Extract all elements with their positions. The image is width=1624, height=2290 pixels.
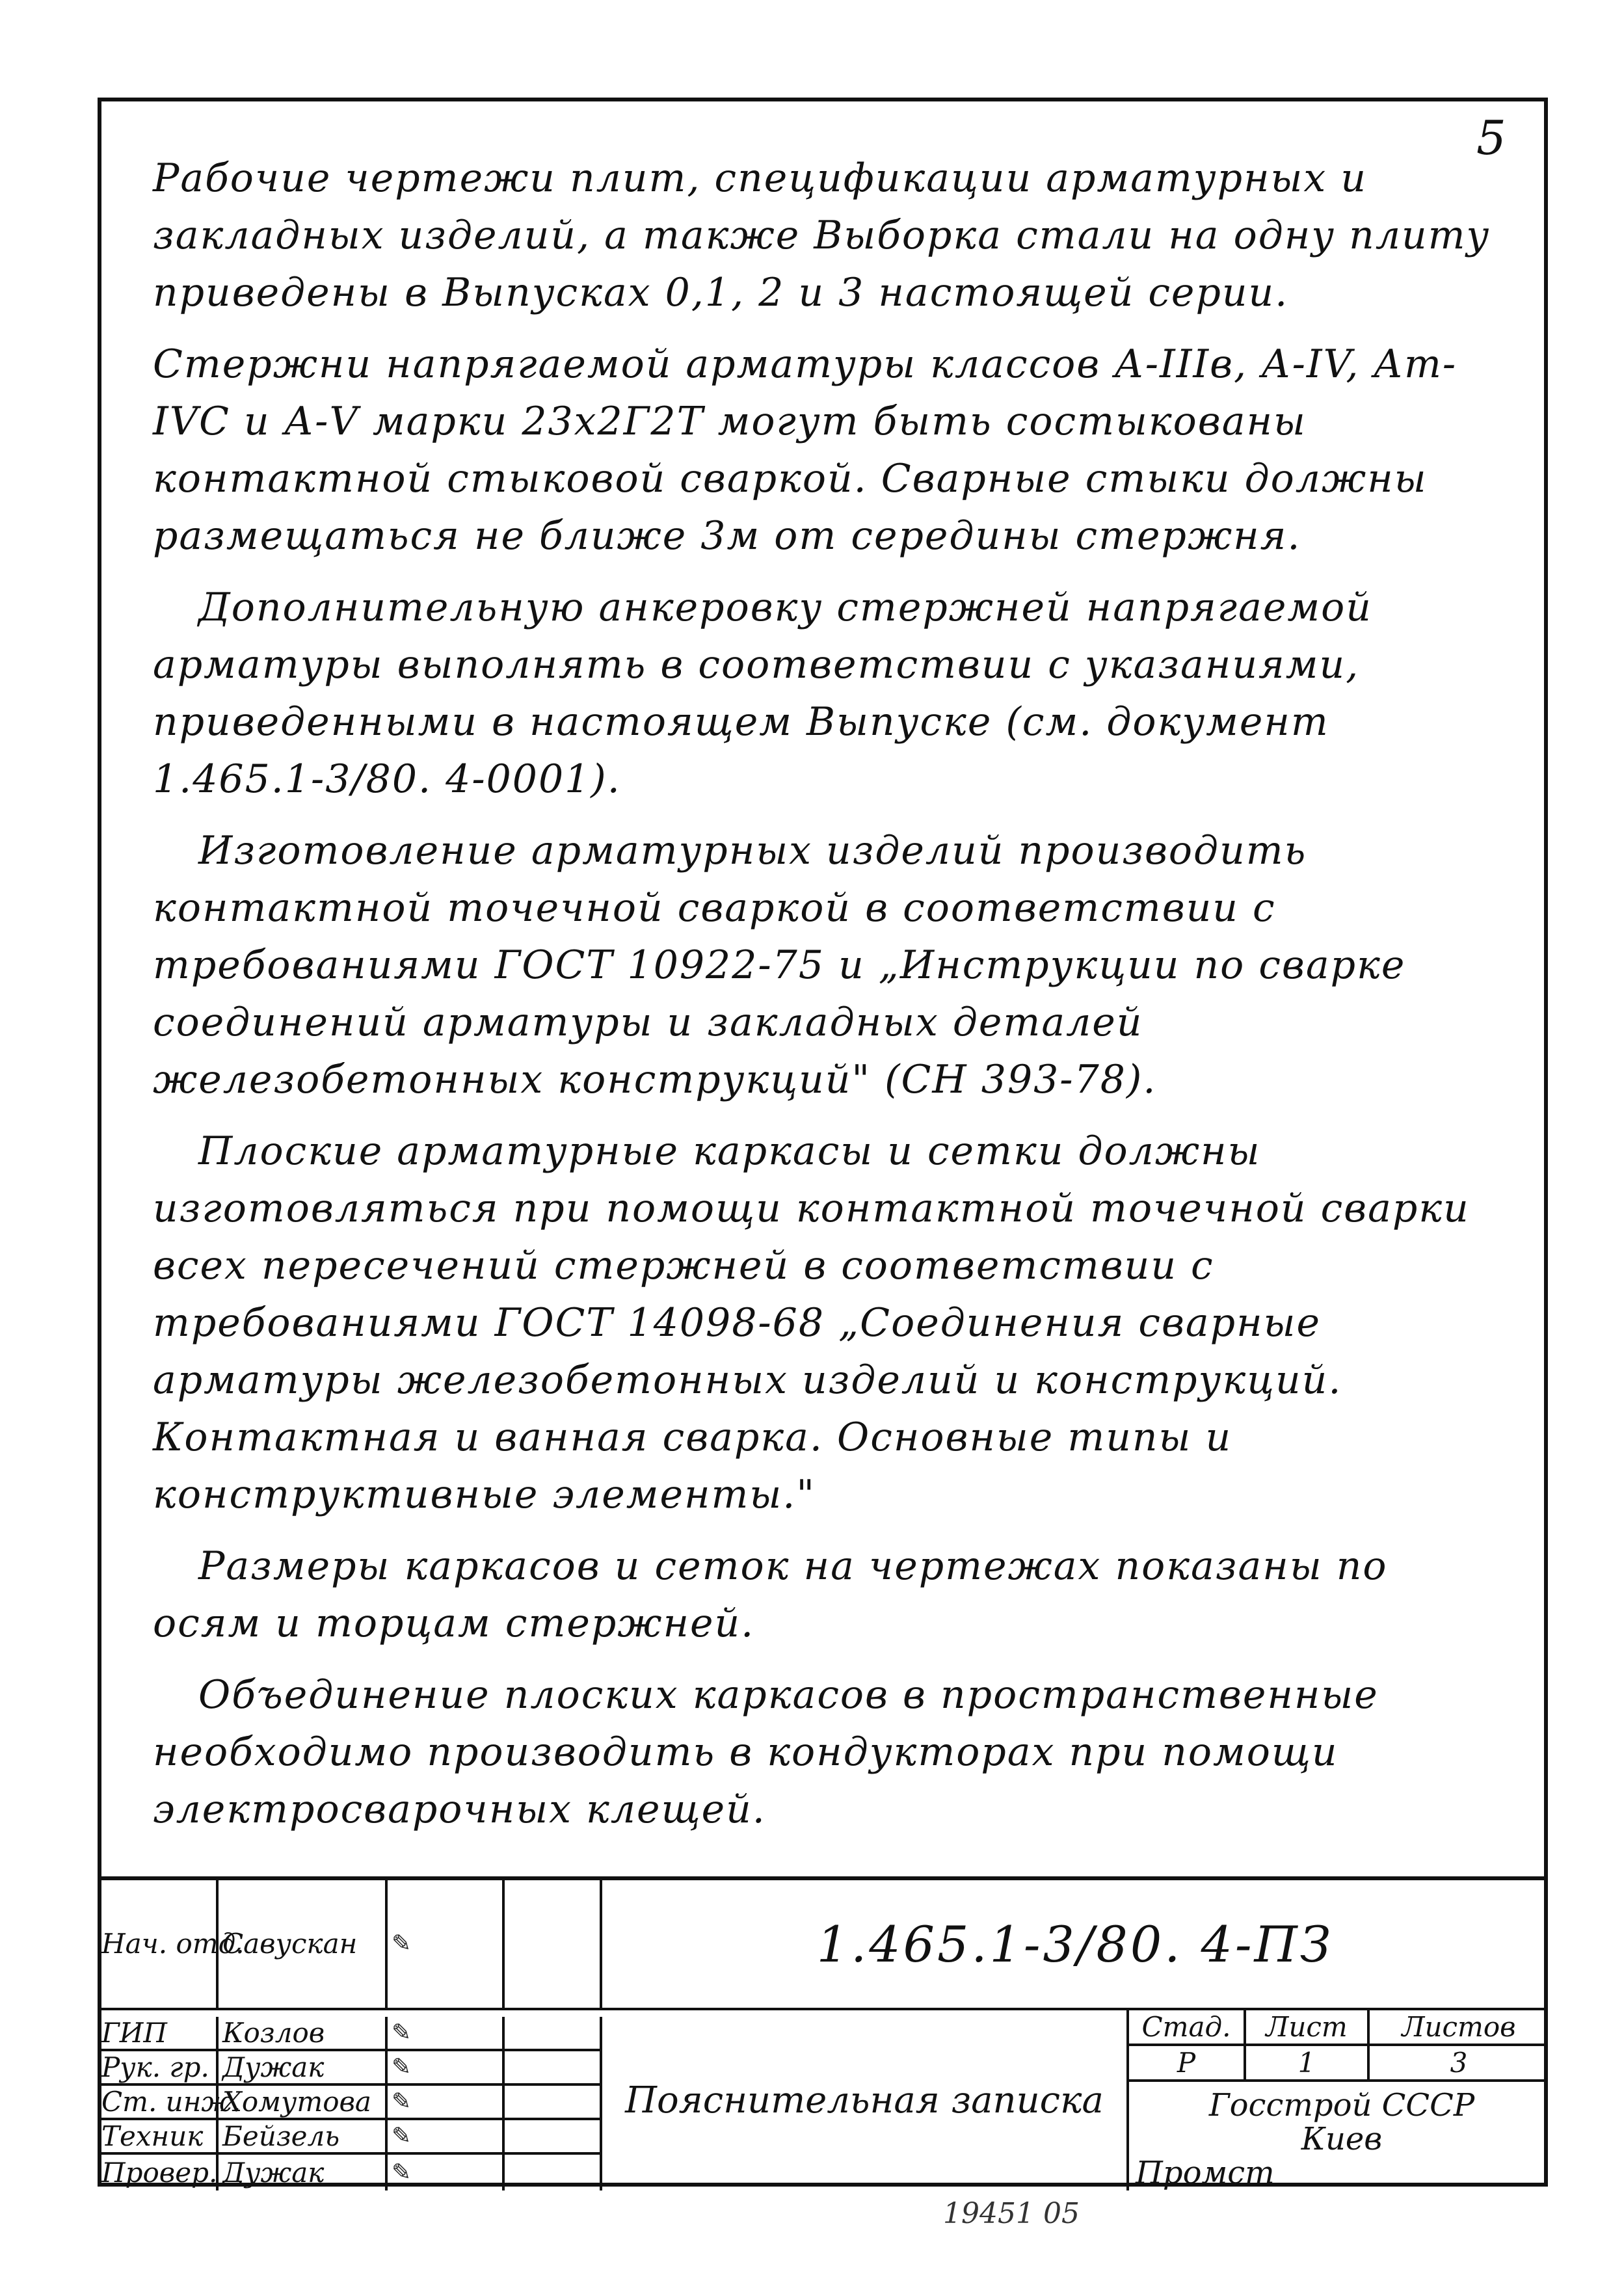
date-cell: [505, 1880, 602, 2008]
role-cell: Техник: [98, 2120, 219, 2152]
name-cell: Савускан: [219, 1880, 388, 2008]
stage-label: Стад.: [1129, 2010, 1246, 2046]
name-cell: Хомутова: [219, 2086, 388, 2118]
sheet-value: 1: [1246, 2046, 1370, 2082]
signature-cell: ✎: [388, 2155, 505, 2190]
explanatory-note-text: [153, 150, 1506, 1852]
date-cell: [505, 2017, 602, 2049]
document-code: 1.465.1-3/80. 4-ПЗ: [602, 1880, 1548, 2010]
role-cell: Провер.: [98, 2155, 219, 2190]
paragraph-4: Изготовление арматурных изделий производить контактной точечной сваркой в соответствии с требованиями ГОСТ 10922-75 и „Инструкции по сварке соединений арматуры и закладных деталей железобетонных конструкций" (СН 393-78).: [153, 828, 1406, 1102]
signature-cell: ✎: [388, 1880, 505, 2008]
stage-value: Р: [1129, 2046, 1246, 2082]
signature-row: [98, 2155, 602, 2190]
name-cell: Дужак: [219, 2155, 388, 2190]
signature-row: [98, 2017, 602, 2051]
signature-cell: ✎: [388, 2017, 505, 2049]
footer-mark: 19451 05: [943, 2197, 1080, 2230]
date-cell: [505, 2051, 602, 2083]
document-title: Пояснительная записка: [602, 2010, 1129, 2190]
paragraph-6: Размеры каркасов и сеток на чертежах показаны по осям и торцам стержней.: [153, 1543, 1388, 1646]
paragraph-3: Дополнительную анкеровку стержней напрягаемой арматуры выполнять в соответствии с указаниями, приведенными в настоящем Выпуске (см. документ 1.465.1-3/80. 4-0001).: [153, 585, 1372, 802]
name-cell: Козлов: [219, 2017, 388, 2049]
org-line-3: Промст: [1136, 2155, 1275, 2191]
sheet-label: Лист: [1246, 2010, 1370, 2046]
page-number: 5: [1476, 111, 1506, 165]
role-cell: ГИП: [98, 2017, 219, 2049]
sheets-label: Листов: [1370, 2010, 1548, 2046]
signature-row: [98, 2051, 602, 2086]
paragraph-2: Стержни напрягаемой арматуры классов А-IIIв, А-IV, Ат-IVС и А-V марки 23х2Г2Т могут быть состыкованы контактной стыковой сваркой. Сварные стыки должны размещаться не ближе 3м от середины стержня.: [153, 341, 1458, 559]
paragraph-7: Объединение плоских каркасов в пространственные необходимо производить в кондукторах при помощи электросварочных клещей.: [153, 1672, 1379, 1832]
signature-row: [98, 2086, 602, 2120]
date-cell: [505, 2086, 602, 2118]
sheets-value: 3: [1370, 2046, 1548, 2082]
stage-sheet-table: [1129, 2010, 1548, 2082]
date-cell: [505, 2155, 602, 2190]
signature-cell: ✎: [388, 2051, 505, 2083]
paragraph-5: Плоские арматурные каркасы и сетки должны изготовляться при помощи контактной точечной сварки всех пересечений стержней в соответствии с требованиями ГОСТ 14098-68 „Соединения сварные арматуры железобетонных изделий и конструкций. Контактная и ванная сварка. Основные типы и конструктивные элементы.": [153, 1128, 1470, 1517]
org-line-1: Госстрой СССР: [1208, 2087, 1475, 2124]
signature-table: [98, 1880, 602, 2187]
role-cell: Рук. гр.: [98, 2051, 219, 2083]
signature-cell: ✎: [388, 2120, 505, 2152]
name-cell: Дужак: [219, 2051, 388, 2083]
signature-cell: ✎: [388, 2086, 505, 2118]
organization: [1129, 2082, 1548, 2190]
org-line-2: Киев: [1301, 2121, 1383, 2157]
title-block: [98, 1876, 1548, 2191]
name-cell: Бейзель: [219, 2120, 388, 2152]
signature-row: [98, 2120, 602, 2155]
role-cell: Нач. отд.: [98, 1880, 219, 2008]
role-cell: Ст. инж.: [98, 2086, 219, 2118]
signature-row: [98, 1880, 602, 2010]
paragraph-1: Рабочие чертежи плит, спецификации арматурных и закладных изделий, а также Выборка стали на одну плиту приведены в Выпусках 0,1, 2 и 3 настоящей серии.: [153, 155, 1491, 315]
date-cell: [505, 2120, 602, 2152]
